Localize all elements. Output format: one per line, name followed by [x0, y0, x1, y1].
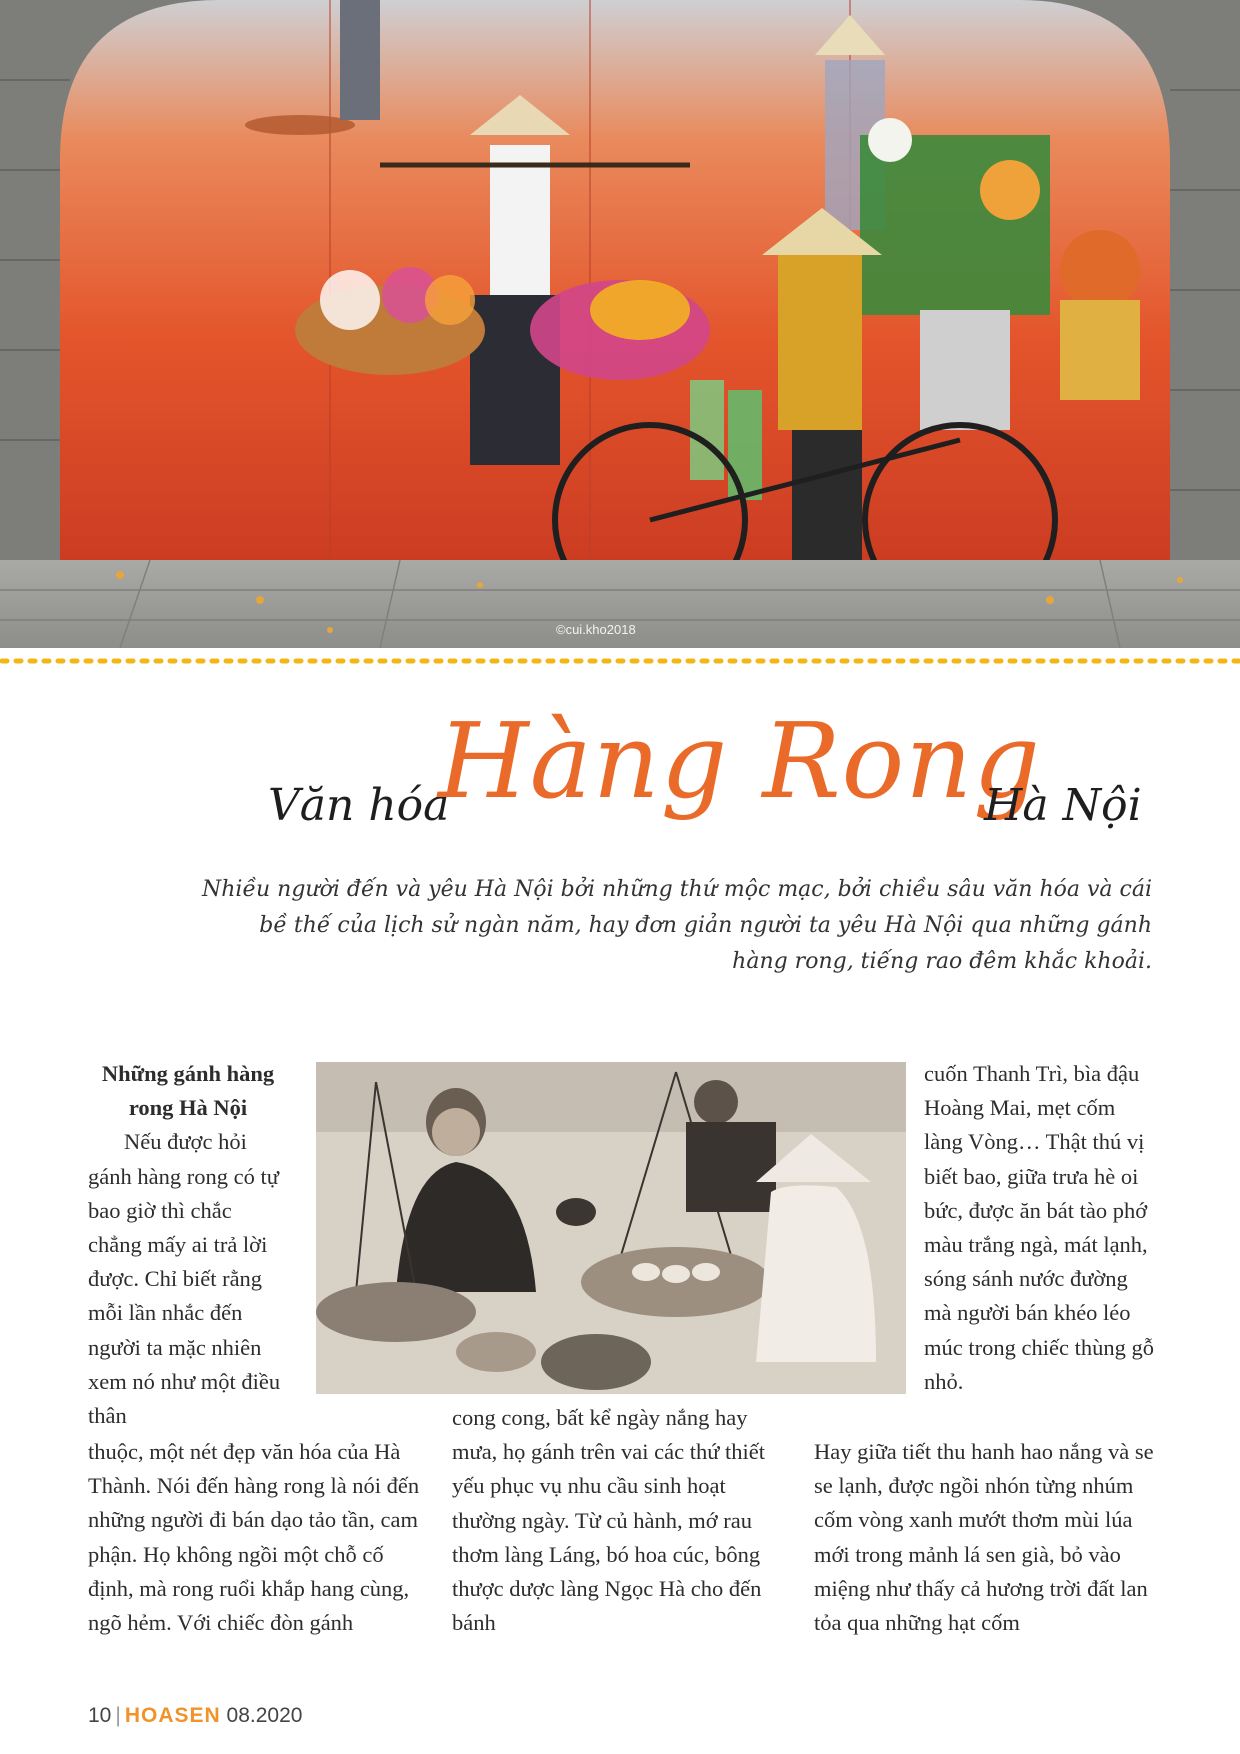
- paragraph-col2: cong cong, bất kể ngày nắng hay mưa, họ gánh trên vai các thứ thiết yếu phục vụ nhu cầu sinh hoạt thường ngày. Từ củ hành, mớ rau thơm làng Láng, bó hoa cúc, bông thược dược làng Ngọc Hà cho đến bánh: [452, 1405, 766, 1636]
- title-prefix: Văn hóa: [268, 780, 450, 831]
- hero-photo-illustration: [0, 0, 1240, 648]
- dotted-divider: [0, 657, 1240, 665]
- hero-photo: [0, 0, 1240, 648]
- column-3-top: [924, 1057, 1154, 1399]
- title-main: Hàng Rong: [438, 700, 1041, 822]
- title-suffix: Hà Nội: [984, 780, 1142, 831]
- column-1-bottom: [88, 1435, 428, 1640]
- photo-credit: ©cui.kho2018: [556, 622, 636, 637]
- page-footer: [88, 1704, 302, 1728]
- column-3-bottom: [814, 1435, 1154, 1640]
- article-lead: Nhiều người đến và yêu Hà Nội bởi những thứ mộc mạc, bởi chiều sâu văn hóa và cái bề thế của lịch sử ngàn năm, hay đơn giản người ta yêu Hà Nội qua những gánh hàng rong, tiếng rao đêm khắc khoải.: [202, 877, 1152, 974]
- paragraph-col3-bottom: Hay giữa tiết thu hanh hao nắng và se se lạnh, được ngồi nhón từng nhúm cốm vòng xanh mướt thơm mùi lúa mới trong mảnh lá sen già, bỏ vào miệng như thấy cả hương trời đất lan tỏa qua những hạt cốm: [814, 1439, 1154, 1636]
- footer-separator: |: [115, 1704, 121, 1727]
- magazine-name: HOASEN: [124, 1704, 221, 1727]
- page-number: 10: [88, 1704, 112, 1727]
- paragraph-col1-top: Nếu được hỏi gánh hàng rong có tự bao giờ thì chắc chẳng mấy ai trả lời được. Chỉ biết rằng mỗi lần nhắc đến người ta mặc nhiên xem nó như một điều thân: [88, 1129, 281, 1429]
- paragraph-col3-top: cuốn Thanh Trì, bìa đậu Hoàng Mai, mẹt cốm làng Vòng… Thật thú vị biết bao, giữa trưa hè oi bức, được ăn bát tào phớ màu trắng ngà, mát lạnh, sóng sánh nước đường mà người bán khéo léo múc trong chiếc thùng gỗ nhỏ.: [924, 1061, 1154, 1394]
- section-heading: Những gánh hàng rong Hà Nội: [101, 1061, 275, 1121]
- column-1-top: [88, 1057, 288, 1433]
- article-title: [0, 700, 1150, 860]
- column-2: [452, 1401, 777, 1640]
- vendors-photo: [316, 1062, 906, 1394]
- vendors-photo-illustration: [316, 1062, 906, 1394]
- paragraph-col1-bottom: thuộc, một nét đẹp văn hóa của Hà Thành. Nói đến hàng rong là nói đến những người đi bán dạo tảo tần, cam phận. Họ không ngồi một chỗ cố định, mà rong ruổi khắp hang cùng, ngõ hẻm. Với chiếc đòn gánh: [88, 1439, 420, 1636]
- issue-date: 08.2020: [226, 1704, 303, 1727]
